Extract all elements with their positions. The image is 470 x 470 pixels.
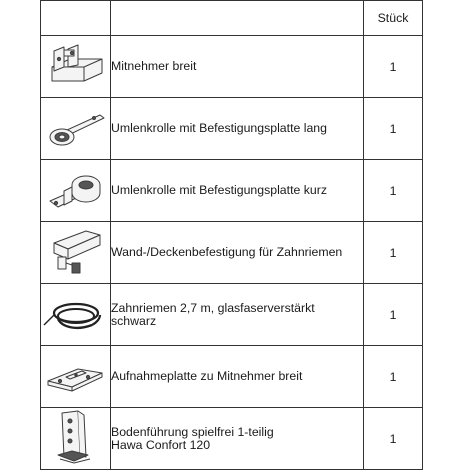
item-quantity: 1 <box>364 160 423 222</box>
table-row <box>41 284 423 346</box>
table-row <box>41 36 423 98</box>
item-description: Aufnahmeplatte zu Mitnehmer breit <box>111 346 364 408</box>
image-cell <box>41 98 111 160</box>
parts-table <box>40 0 423 470</box>
item-description: Umlenkrolle mit Befestigungsplatte lang <box>111 98 364 160</box>
image-cell <box>41 36 111 98</box>
item-quantity: 1 <box>364 408 423 470</box>
pulley-long-plate-icon <box>42 99 109 158</box>
table-header-row <box>41 1 423 36</box>
item-description-line: Hawa Confort 120 <box>111 437 211 452</box>
header-description-cell <box>111 1 364 36</box>
item-description: Wand-/Deckenbefestigung für Zahnriemen <box>111 222 364 284</box>
item-description: Umlenkrolle mit Befestigungsplatte kurz <box>111 160 364 222</box>
item-description: Zahnriemen 2,7 m, glasfaserverstärkt schwarz <box>111 284 364 346</box>
header-quantity-cell: Stück <box>364 1 423 36</box>
table-row <box>41 346 423 408</box>
image-cell <box>41 222 111 284</box>
header-image-cell <box>41 1 111 36</box>
carrier-wide-icon <box>42 37 109 96</box>
wall-ceiling-bracket-icon <box>42 223 109 282</box>
item-quantity: 1 <box>364 346 423 408</box>
item-description <box>111 408 364 470</box>
image-cell <box>41 346 111 408</box>
image-cell <box>41 160 111 222</box>
floor-guide-icon <box>42 409 109 468</box>
item-quantity: 1 <box>364 222 423 284</box>
table-row <box>41 98 423 160</box>
item-quantity: 1 <box>364 284 423 346</box>
pulley-short-plate-icon <box>42 161 109 220</box>
table-row <box>41 160 423 222</box>
mounting-plate-icon <box>42 347 109 406</box>
item-description: Mitnehmer breit <box>111 36 364 98</box>
image-cell <box>41 284 111 346</box>
item-quantity: 1 <box>364 98 423 160</box>
table-row <box>41 408 423 470</box>
item-quantity: 1 <box>364 36 423 98</box>
table-row <box>41 222 423 284</box>
item-description-line: Bodenführung spielfrei 1-teilig <box>111 424 274 439</box>
image-cell <box>41 408 111 470</box>
toothed-belt-icon <box>42 285 109 344</box>
